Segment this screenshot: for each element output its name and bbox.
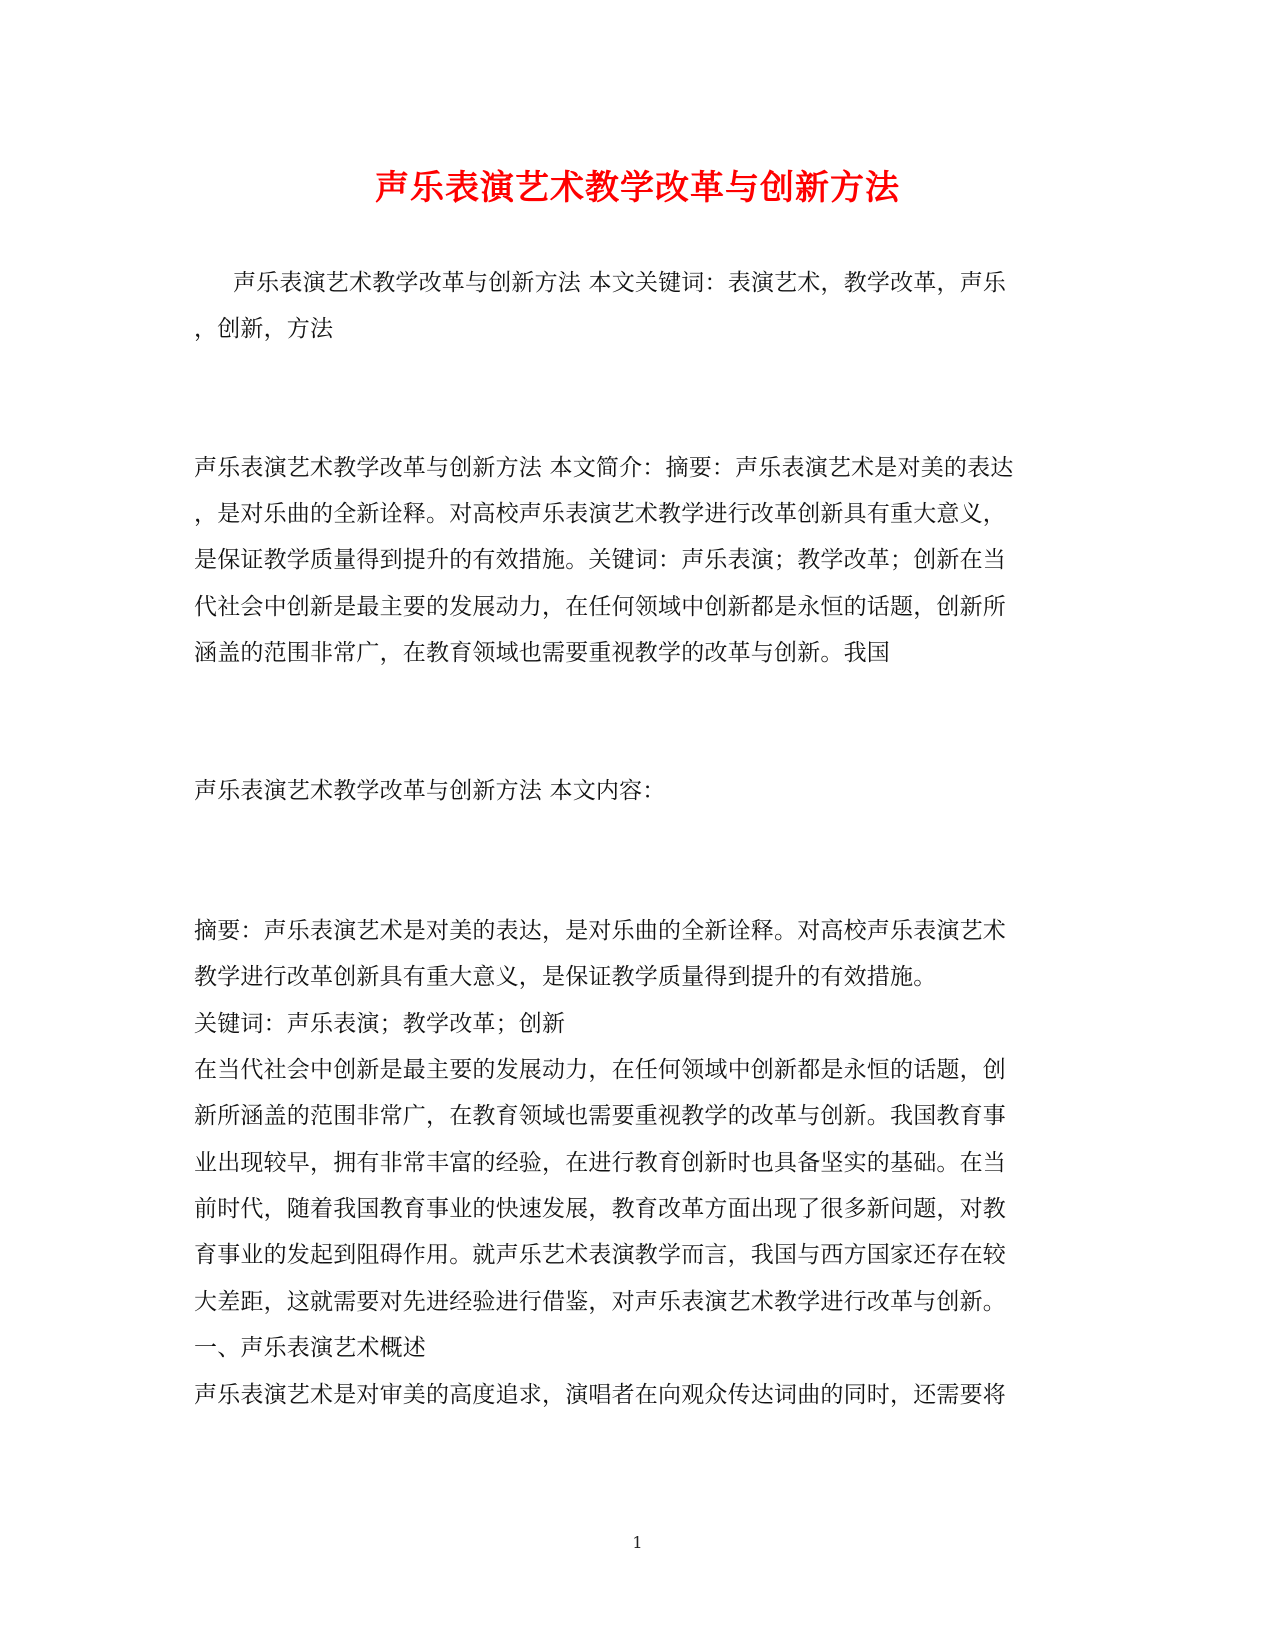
page-number: 1 — [632, 1533, 643, 1552]
body-line: 教学进行改革创新具有重大意义，是保证教学质量得到提升的有效措施。 — [194, 964, 937, 990]
body-line: 大差距，这就需要对先进经验进行借鉴，对声乐表演艺术教学进行改革与创新。 — [194, 1289, 1006, 1315]
body-line: 新所涵盖的范围非常广，在教育领域也需要重视教学的改革与创新。我国教育事 — [194, 1103, 1006, 1129]
body-line: 在当代社会中创新是最主要的发展动力，在任何领域中创新都是永恒的话题，创 — [194, 1057, 1006, 1083]
intro-line: 是保证教学质量得到提升的有效措施。关键词：声乐表演；教学改革；创新在当 — [194, 547, 1006, 573]
body-line: 前时代，随着我国教育事业的快速发展，教育改革方面出现了很多新问题，对教 — [194, 1196, 1006, 1222]
keywords-line: 声乐表演艺术教学改革与创新方法 本文关键词：表演艺术，教学改革，声乐 — [233, 270, 1007, 296]
intro-line: 涵盖的范围非常广，在教育领域也需要重视教学的改革与创新。我国 — [194, 640, 890, 666]
body-line: 声乐表演艺术是对审美的高度追求，演唱者在向观众传达词曲的同时，还需要将 — [194, 1382, 1006, 1408]
section-heading: 一、声乐表演艺术概述 — [194, 1335, 426, 1361]
content-heading: 声乐表演艺术教学改革与创新方法 本文内容： — [194, 778, 666, 804]
intro-line: ，是对乐曲的全新诠释。对高校声乐表演艺术教学进行改革创新具有重大意义， — [194, 501, 1006, 527]
body-line: 摘要：声乐表演艺术是对美的表达，是对乐曲的全新诠释。对高校声乐表演艺术 — [194, 918, 1006, 944]
intro-line: 代社会中创新是最主要的发展动力，在任何领域中创新都是永恒的话题，创新所 — [194, 594, 1006, 620]
intro-line: 声乐表演艺术教学改革与创新方法 本文简介：摘要：声乐表演艺术是对美的表达 — [194, 455, 1014, 481]
keywords-line: ，创新，方法 — [194, 316, 334, 342]
document-title: 声乐表演艺术教学改革与创新方法 — [375, 168, 900, 208]
body-line: 育事业的发起到阻碍作用。就声乐艺术表演教学而言，我国与西方国家还存在较 — [194, 1242, 1006, 1268]
body-line: 业出现较早，拥有非常丰富的经验，在进行教育创新时也具备坚实的基础。在当 — [194, 1150, 1006, 1176]
body-line: 关键词：声乐表演；教学改革；创新 — [194, 1011, 566, 1037]
